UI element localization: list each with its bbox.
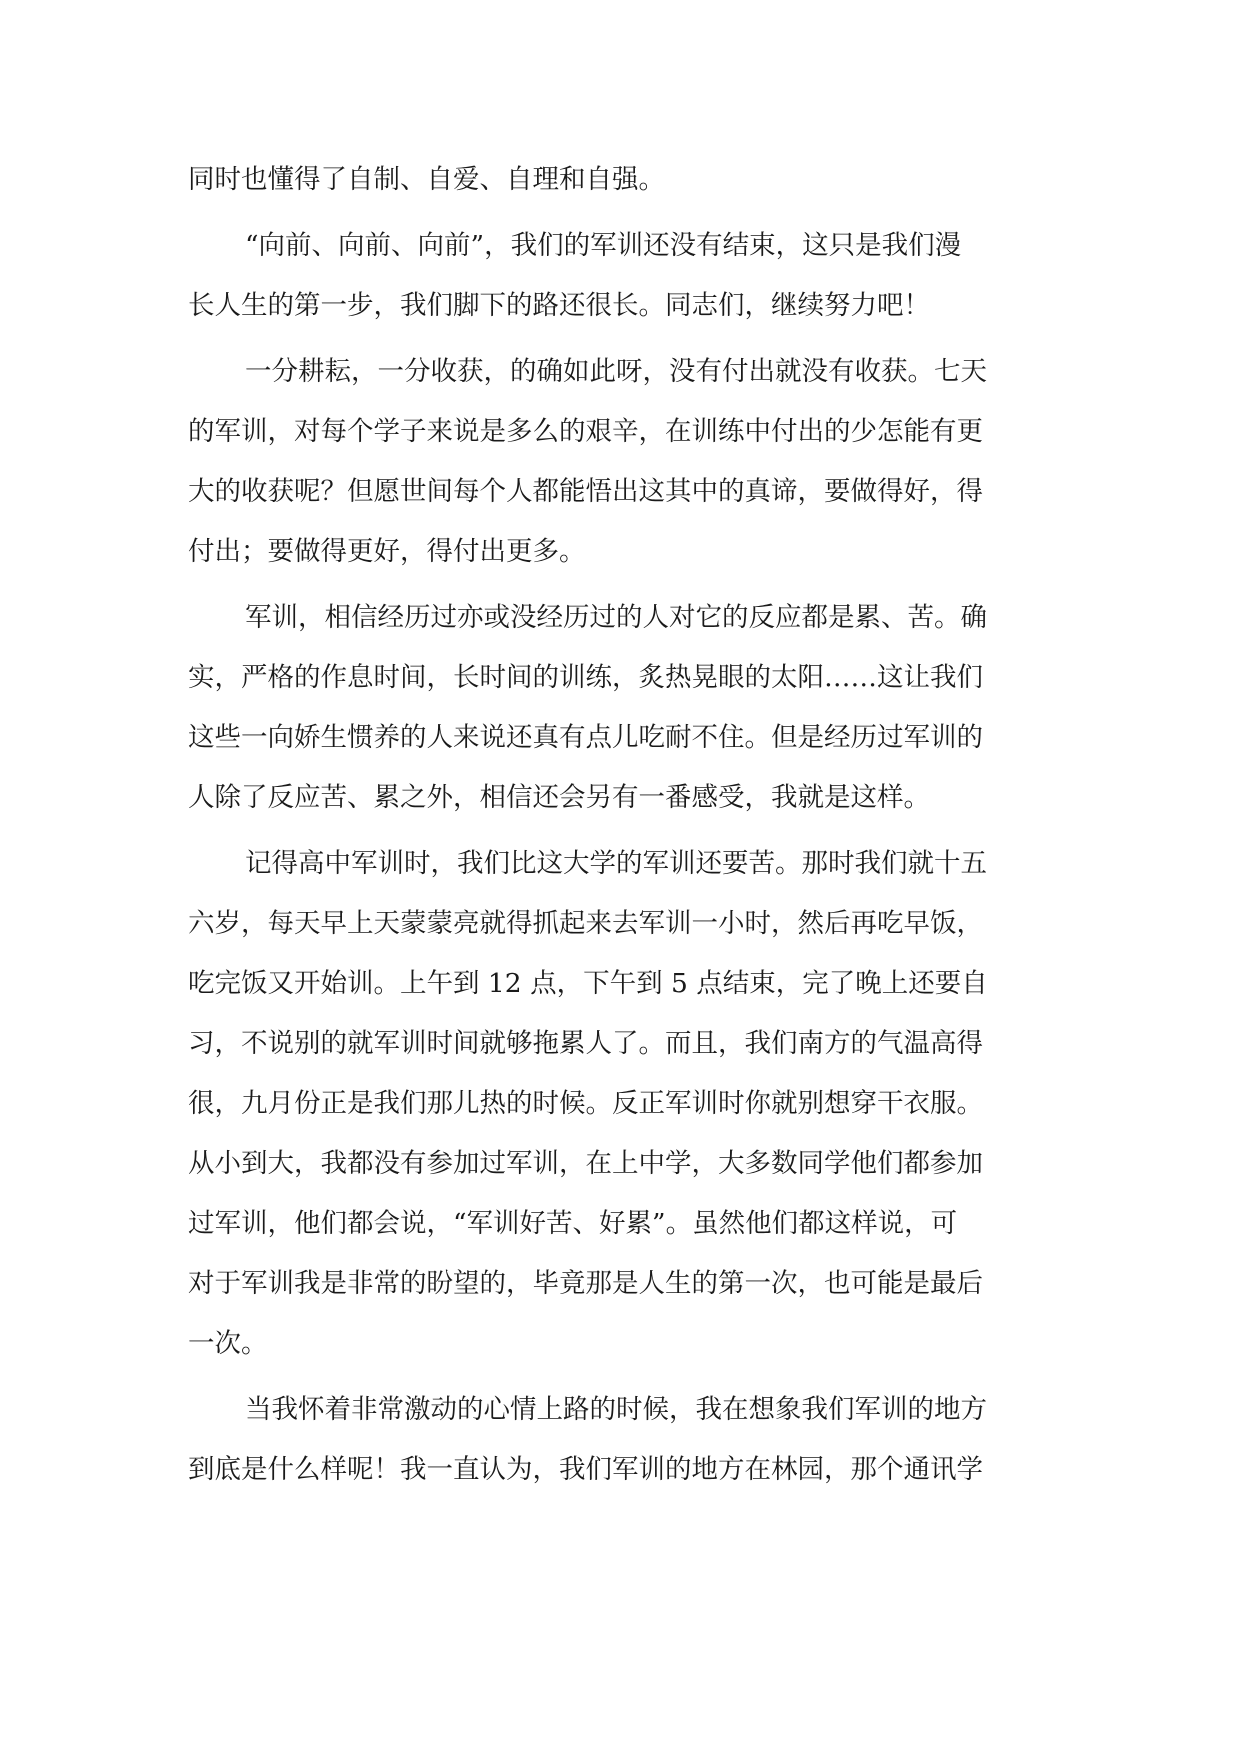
paragraph-first-line: “向前、向前、向前”，我们的军训还没有结束，这只是我们漫	[245, 230, 962, 261]
text-line: 长人生的第一步，我们脚下的路还很长。同志们，继续努力吧！	[188, 290, 930, 321]
text-line: 这些一向娇生惯养的人来说还真有点儿吃耐不住。但是经历过军训的	[188, 722, 983, 753]
text-line: 吃完饭又开始训。上午到 12 点，下午到 5 点结束，完了晚上还要自	[188, 968, 988, 999]
text-line: 大的收获呢？但愿世间每个人都能悟出这其中的真谛，要做得好，得	[188, 476, 983, 507]
text-line: 从小到大，我都没有参加过军训，在上中学，大多数同学他们都参加	[188, 1148, 983, 1179]
text-line: 付出；要做得更好，得付出更多。	[188, 536, 586, 567]
text-line: 同时也懂得了自制、自爱、自理和自强。	[188, 164, 665, 195]
text-line: 的军训，对每个学子来说是多么的艰辛，在训练中付出的少怎能有更	[188, 416, 983, 447]
text-line: 实，严格的作息时间，长时间的训练，炙热晃眼的太阳……这让我们	[188, 662, 983, 693]
paragraph-first-line: 记得高中军训时，我们比这大学的军训还要苦。那时我们就十五	[245, 848, 987, 879]
text-line: 到底是什么样呢！我一直认为，我们军训的地方在林园，那个通讯学	[188, 1454, 983, 1485]
paragraph-first-line: 军训，相信经历过亦或没经历过的人对它的反应都是累、苦。确	[245, 602, 987, 633]
text-line: 人除了反应苦、累之外，相信还会另有一番感受，我就是这样。	[188, 782, 930, 813]
paragraph-first-line: 一分耕耘，一分收获，的确如此呀，没有付出就没有收获。七天	[245, 356, 987, 387]
paragraph-first-line: 当我怀着非常激动的心情上路的时候，我在想象我们军训的地方	[245, 1394, 987, 1425]
text-line: 六岁，每天早上天蒙蒙亮就得抓起来去军训一小时，然后再吃早饭，	[188, 908, 983, 939]
text-line: 过军训，他们都会说，“军训好苦、好累”。虽然他们都这样说，可	[188, 1208, 958, 1239]
text-line: 很，九月份正是我们那儿热的时候。反正军训时你就别想穿干衣服。	[188, 1088, 983, 1119]
text-line: 对于军训我是非常的盼望的，毕竟那是人生的第一次，也可能是最后	[188, 1268, 983, 1299]
text-line: 习，不说别的就军训时间就够拖累人了。而且，我们南方的气温高得	[188, 1028, 983, 1059]
text-line: 一次。	[188, 1328, 268, 1359]
